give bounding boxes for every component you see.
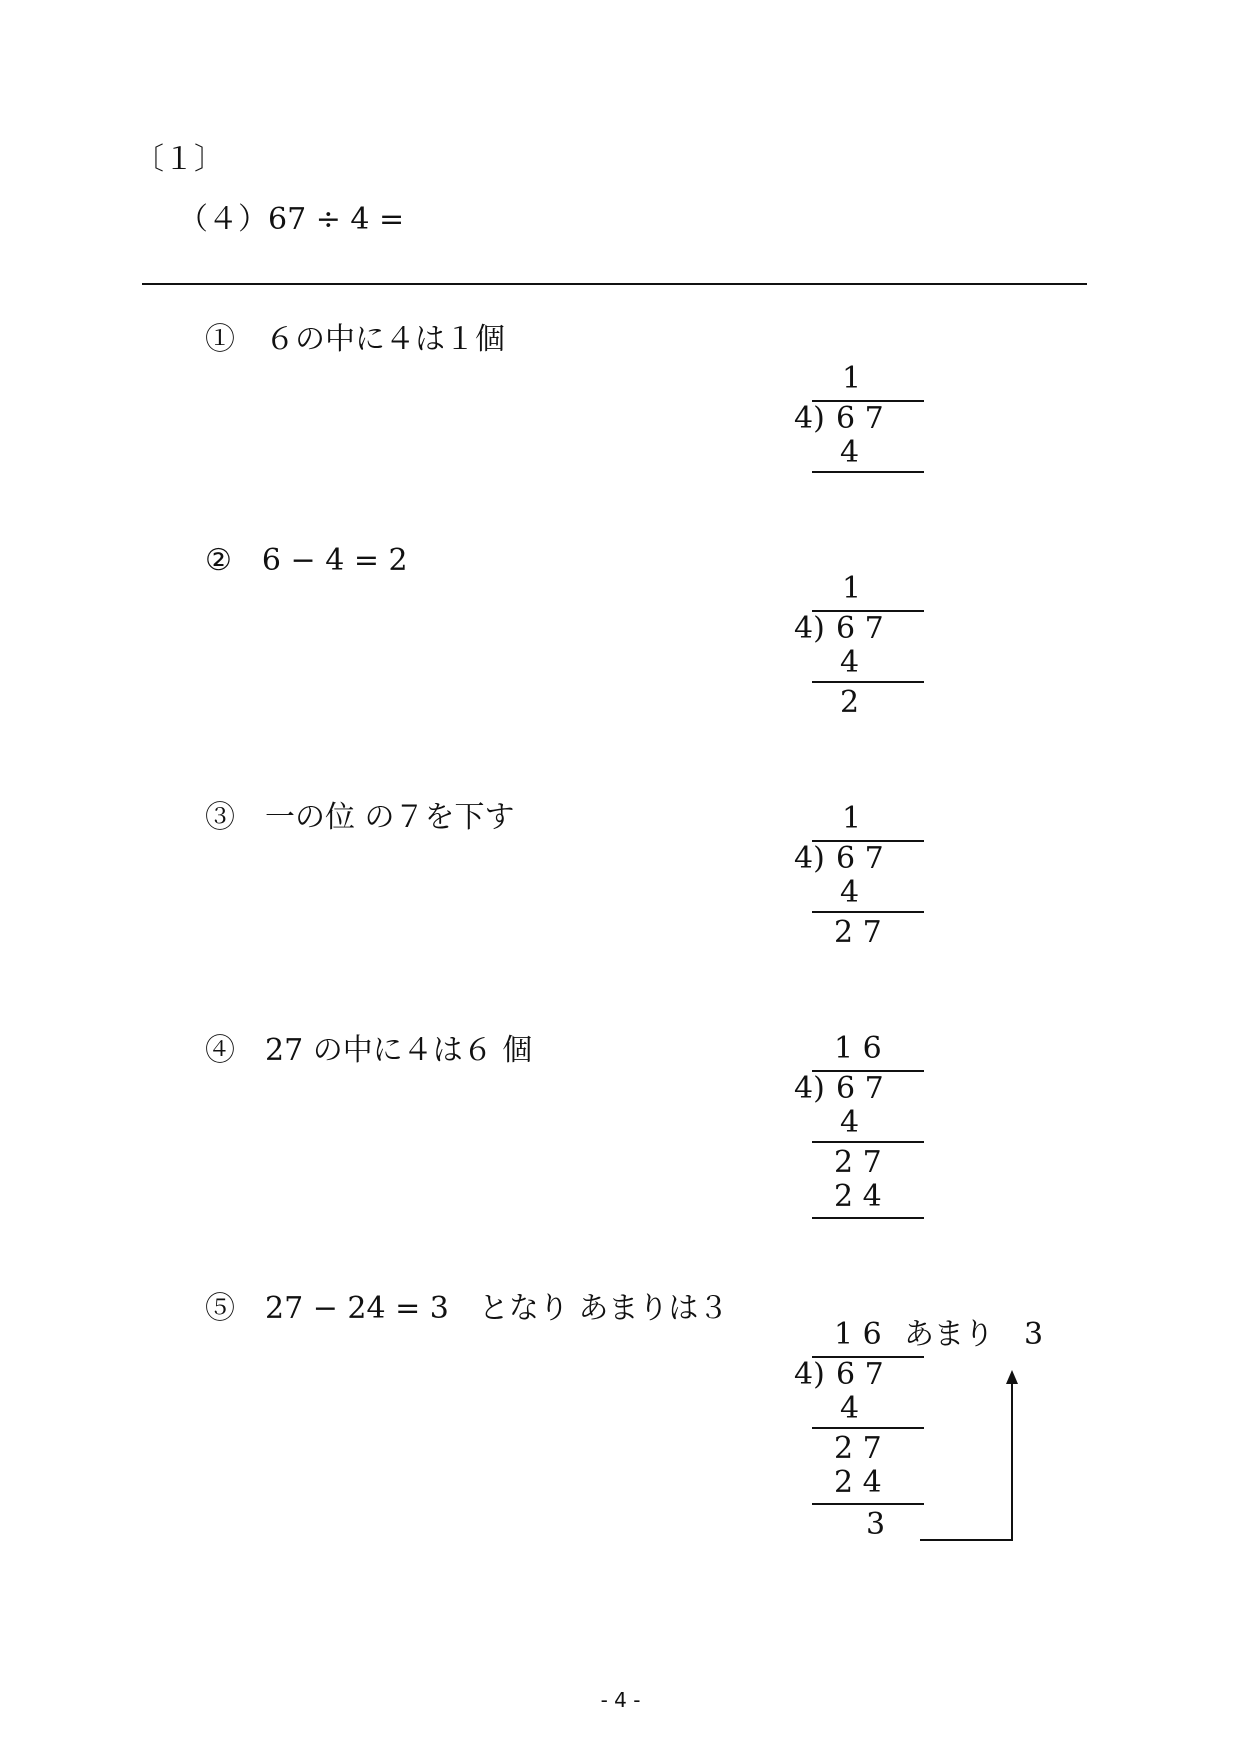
quotient: 1 <box>842 361 862 396</box>
product-row: 2 4 <box>834 1179 882 1214</box>
subtract-row: 4 <box>840 1105 860 1140</box>
step-2-label: ② 6 − 4 = 2 <box>205 543 408 578</box>
subtraction-line <box>812 1217 924 1219</box>
divisor: 4) <box>794 1357 825 1392</box>
page-number: - 4 - <box>600 1688 641 1712</box>
bring-down-row: 2 7 <box>834 1145 882 1180</box>
dividend: 6 7 <box>836 841 884 876</box>
dividend: 6 7 <box>836 611 884 646</box>
bring-down-row: 2 7 <box>834 915 882 950</box>
problem-statement: （４）67 ÷ 4 = <box>178 202 405 237</box>
subtraction-line <box>812 911 924 913</box>
quotient: 1 6 <box>834 1317 882 1352</box>
subtract-row: 4 <box>840 1391 860 1426</box>
step-1-label: ① ６の中に４は１個 <box>205 322 505 357</box>
subtract-row: 4 <box>840 435 860 470</box>
subtraction-line <box>812 471 924 473</box>
divisor: 4) <box>794 401 825 436</box>
quotient: 1 <box>842 571 862 606</box>
step-4-long-division <box>780 1032 1000 1332</box>
divisor: 4) <box>794 841 825 876</box>
remainder-arrow-icon <box>780 1318 1040 1548</box>
step-3-label: ③ 一の位 の７を下す <box>205 800 515 835</box>
subtraction-line <box>812 681 924 683</box>
difference-row: 2 <box>840 685 860 720</box>
dividend: 6 7 <box>836 1357 884 1392</box>
dividend: 6 7 <box>836 401 884 436</box>
product-row: 2 4 <box>834 1465 882 1500</box>
quotient: 1 6 <box>834 1031 882 1066</box>
divisor: 4) <box>794 611 825 646</box>
dividend: 6 7 <box>836 1071 884 1106</box>
step-4-label: ④ 27 の中に４は６ 個 <box>205 1033 533 1068</box>
divisor: 4) <box>794 1071 825 1106</box>
step-5-label: ⑤ 27 − 24 = 3 となり あまりは３ <box>205 1291 729 1326</box>
remainder-label: あまり 3 <box>904 1317 1044 1352</box>
remainder-row: 3 <box>866 1507 886 1542</box>
divider-line <box>142 283 1087 285</box>
subtract-row: 4 <box>840 875 860 910</box>
subtract-row: 4 <box>840 645 860 680</box>
step-5-long-division <box>780 1317 1044 1548</box>
section-label: 〔１〕 <box>134 142 224 177</box>
subtraction-line <box>812 1141 924 1143</box>
bring-down-row: 2 7 <box>834 1431 882 1466</box>
quotient: 1 <box>842 801 862 836</box>
